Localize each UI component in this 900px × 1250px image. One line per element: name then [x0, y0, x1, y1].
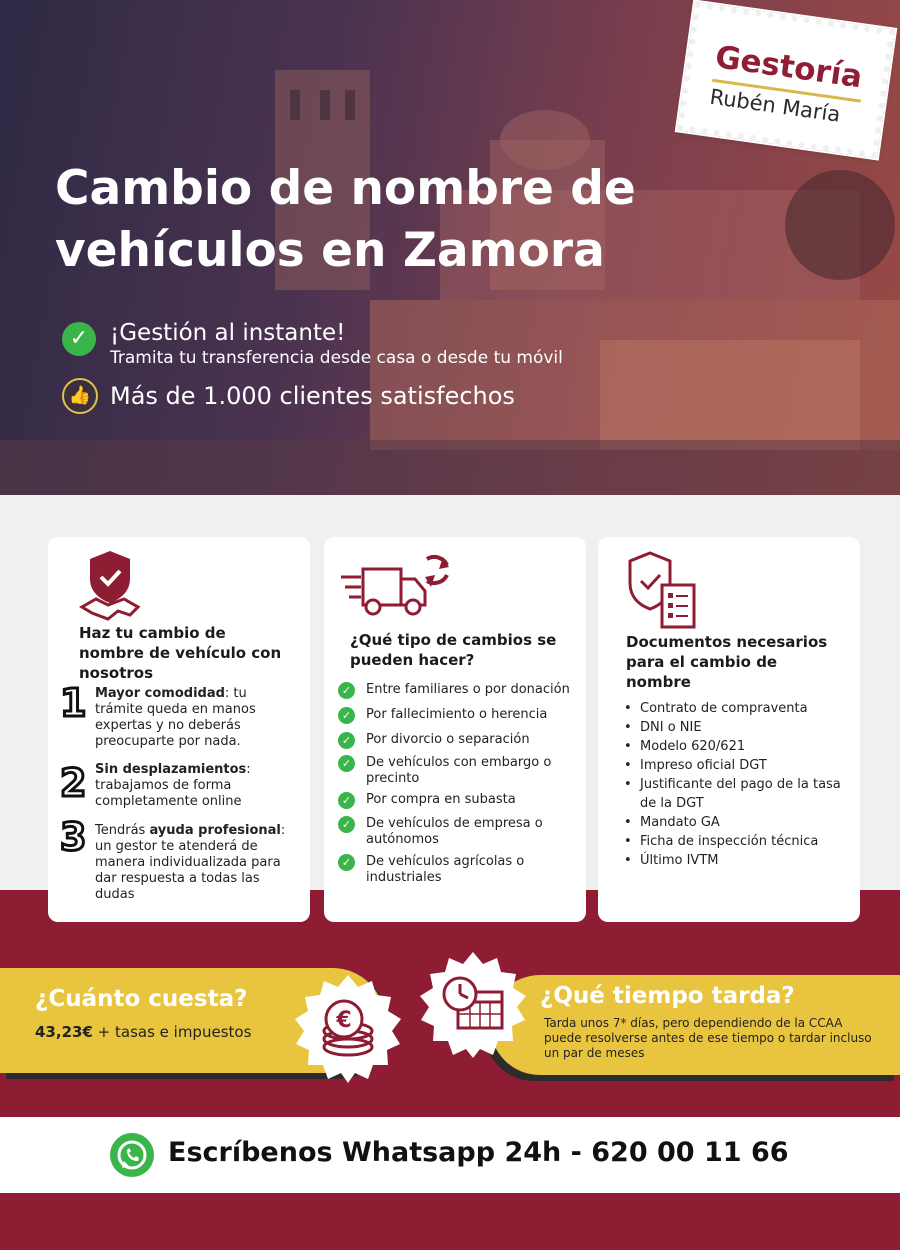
- list-item: • DNI o NIE: [622, 718, 847, 737]
- step-2: Sin desplazamientos: trabajamos de forma completamente online: [95, 762, 251, 809]
- step-1: Mayor comodidad: tu trámite queda en manos expertas y no deberás preocuparte por nada.: [95, 686, 256, 749]
- shield-document-icon: [626, 551, 698, 631]
- whatsapp-icon[interactable]: [110, 1133, 154, 1177]
- card-change-types: [324, 537, 586, 922]
- brand-owner: Rubén María: [708, 84, 842, 127]
- list-item: ✓ Por compra en subasta: [338, 792, 578, 808]
- list-item: • Último IVTM: [622, 851, 847, 870]
- step-number-1: 1: [60, 681, 87, 725]
- euro-coins-icon: [292, 973, 404, 1085]
- thumbs-up-icon: 👍: [62, 378, 98, 414]
- bottom-bar: [0, 1193, 900, 1250]
- list-item: • Modelo 620/621: [622, 737, 847, 756]
- check-icon: ✓: [338, 707, 355, 724]
- list-item: • Impreso oficial DGT: [622, 756, 847, 775]
- check-icon: ✓: [338, 732, 355, 749]
- list-item: ✓ Por fallecimiento o herencia: [338, 707, 578, 723]
- card-why-us-title: Haz tu cambio de nombre de vehículo con nosotros: [79, 624, 282, 682]
- truck-exchange-icon: [339, 547, 454, 617]
- time-title: ¿Qué tiempo tarda?: [540, 983, 795, 1009]
- check-icon: ✓: [338, 682, 355, 699]
- step-number-2: 2: [60, 761, 87, 805]
- check-icon: ✓: [338, 854, 355, 871]
- check-icon: ✓: [62, 322, 96, 356]
- list-item: ✓ De vehículos con embargo o precinto: [338, 755, 578, 787]
- card-documents: [598, 537, 860, 922]
- list-item: ✓ Por divorcio o separación: [338, 732, 578, 748]
- price-amount: 43,23€: [35, 1023, 93, 1041]
- whatsapp-contact-text[interactable]: Escríbenos Whatsapp 24h - 620 00 11 66: [168, 1137, 789, 1168]
- clock-calendar-icon: [418, 950, 528, 1060]
- list-item: • Contrato de compraventa: [622, 699, 847, 718]
- brand-logo-stamp: [677, 2, 895, 159]
- price-text: 43,23€ + tasas e impuestos: [35, 1023, 252, 1041]
- list-item: ✓ De vehículos de empresa o autónomos: [338, 816, 578, 848]
- step-number-3: 3: [60, 815, 87, 859]
- list-item: ✓ Entre familiares o por donación: [338, 682, 578, 698]
- card-documents-title: Documentos necesarios para el cambio de nombre: [626, 633, 828, 691]
- svg-text:€: €: [336, 1008, 352, 1033]
- hero-section: [0, 0, 900, 495]
- check-icon: ✓: [338, 755, 355, 772]
- list-item: • Justificante del pago de la tasa de la DGT: [622, 775, 847, 813]
- card-why-us: [48, 537, 310, 922]
- price-title: ¿Cuánto cuesta?: [35, 986, 248, 1012]
- list-item: • Ficha de inspección técnica: [622, 832, 847, 851]
- feature-clients-title: Más de 1.000 clientes satisfechos: [110, 382, 515, 410]
- step-3: Tendrás ayuda profesional: un gestor te atenderá de manera individualizada para dar respuesta a todas las dudas: [95, 823, 286, 902]
- feature-instant-title: ¡Gestión al instante!: [110, 320, 346, 346]
- brand-name: Gestoría: [713, 39, 865, 96]
- list-item: ✓ De vehículos agrícolas o industriales: [338, 854, 578, 886]
- list-item: • Mandato GA: [622, 813, 847, 832]
- feature-instant-subtitle: Tramita tu transferencia desde casa o desde tu móvil: [110, 348, 563, 368]
- time-panel: [490, 975, 900, 1075]
- page-title: Cambio de nombre de vehículos en Zamora: [55, 161, 636, 278]
- shield-handshake-icon: [78, 549, 142, 621]
- check-icon: ✓: [338, 816, 355, 833]
- footer-contact: [0, 1117, 900, 1193]
- time-text: Tarda unos 7* días, pero dependiendo de la CCAA puede resolverse antes de ese tiempo o tardar incluso un par de meses: [544, 1016, 872, 1060]
- card-change-types-title: ¿Qué tipo de cambios se pueden hacer?: [350, 631, 557, 669]
- check-icon: ✓: [338, 792, 355, 809]
